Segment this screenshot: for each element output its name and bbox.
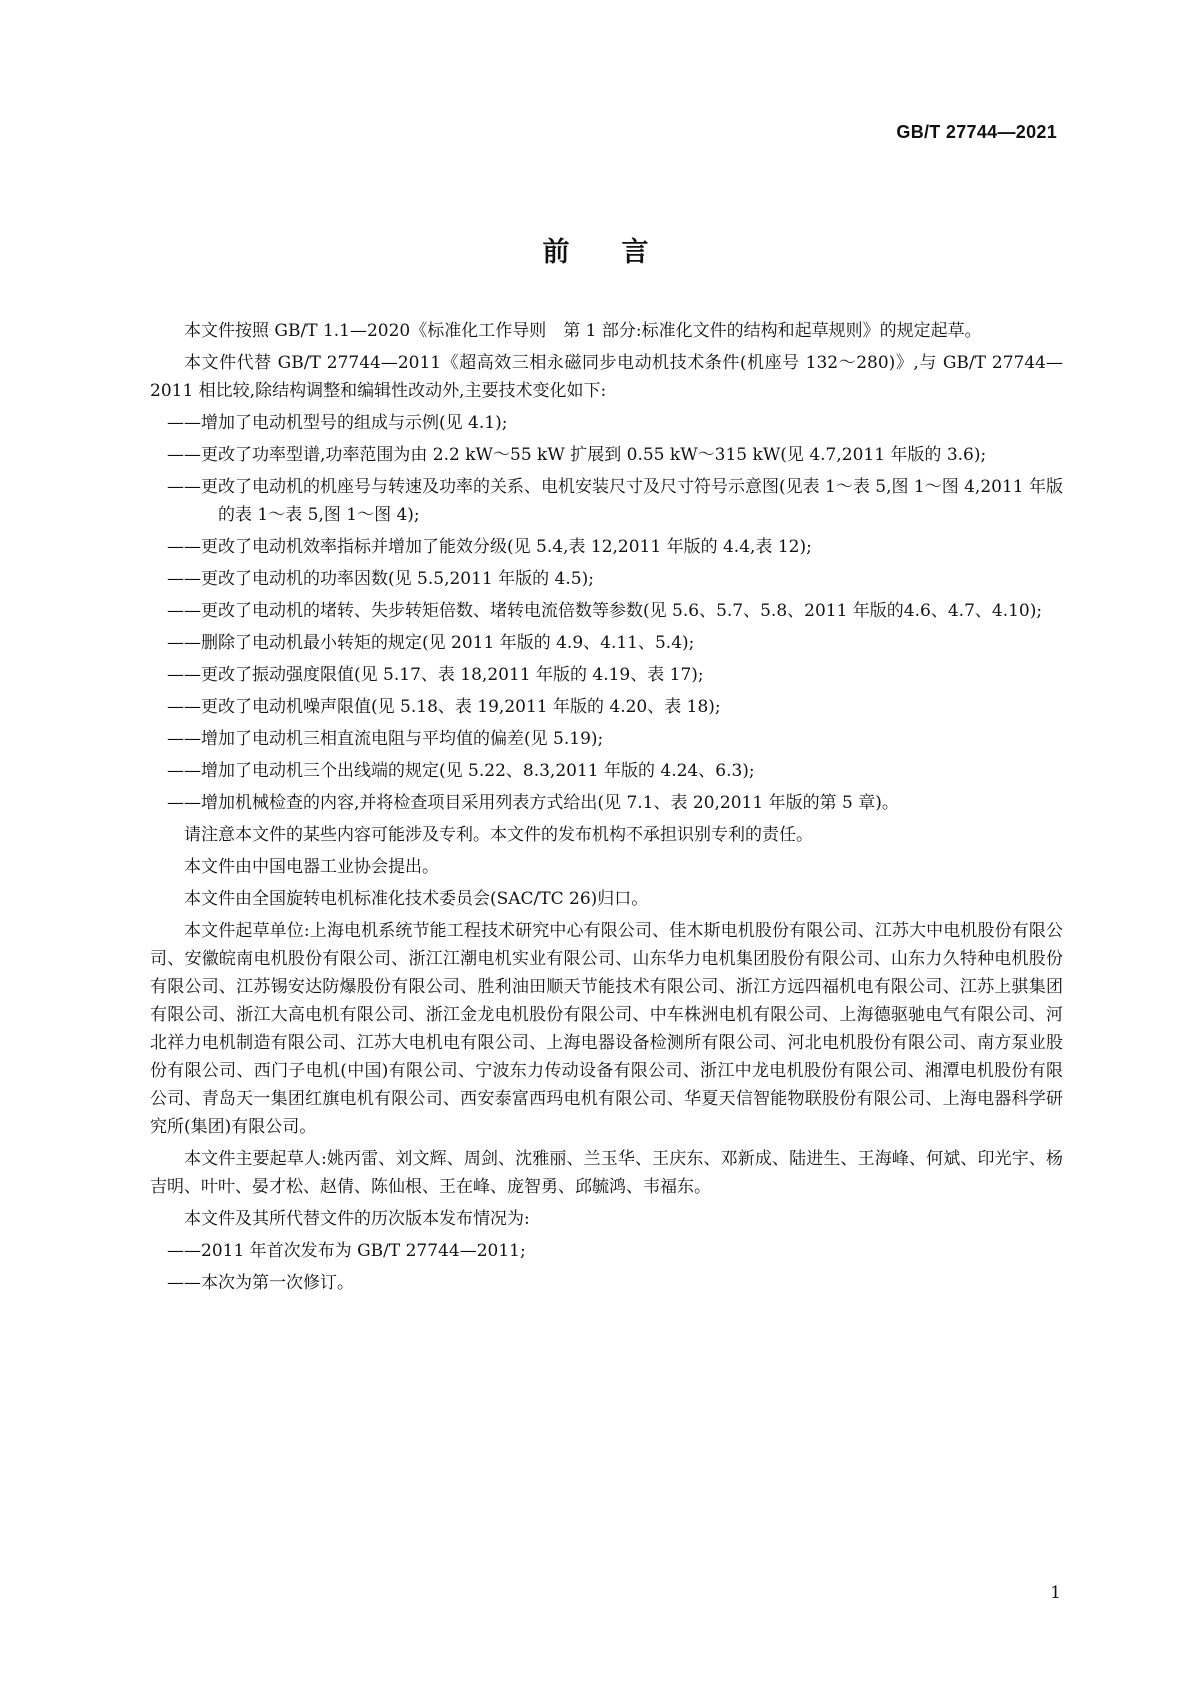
list-item: ——增加了电动机型号的组成与示例(见 4.1); bbox=[167, 413, 508, 433]
paragraph: 本文件由全国旋转电机标准化技术委员会(SAC/TC 26)归口。 bbox=[184, 889, 649, 909]
standard-number: GB/T 27744—2021 bbox=[896, 122, 1057, 142]
list-item: ——2011 年首次发布为 GB/T 27744—2011; bbox=[167, 1241, 526, 1261]
page-title: 前言 bbox=[542, 237, 701, 268]
paragraph: 请注意本文件的某些内容可能涉及专利。本文件的发布机构不承担识别专利的责任。 bbox=[184, 825, 813, 845]
paragraph: 本文件由中国电器工业协会提出。 bbox=[184, 857, 439, 877]
list-item: ——更改了功率型谱,功率范围为由 2.2 kW～55 kW 扩展到 0.55 kW～315 kW(见 4.7,2011 年版的 3.6); bbox=[167, 445, 987, 465]
list-item: ——本次为第一次修订。 bbox=[167, 1273, 354, 1293]
list-item: ——更改了电动机的堵转、失步转矩倍数、堵转电流倍数等参数(见 5.6、5.7、5.8、2011 年版的4.6、4.7、4.10); bbox=[167, 601, 1043, 621]
changes-list bbox=[150, 409, 1063, 817]
page-number: 1 bbox=[1050, 1583, 1061, 1603]
paragraph: 本文件及其所代替文件的历次版本发布情况为: bbox=[184, 1209, 530, 1229]
list-item: ——增加机械检查的内容,并将检查项目采用列表方式给出(见 7.1、表 20,2011 年版的第 5 章)。 bbox=[167, 793, 899, 813]
history-list bbox=[150, 1237, 1063, 1297]
paragraph: 本文件代替 GB/T 27744—2011《超高效三相永磁同步电动机技术条件(机座号 132～280)》,与 GB/T 27744—2011 相比较,除结构调整和编辑性改动外,主要技术变化如下: bbox=[150, 353, 1063, 401]
paragraph: 本文件按照 GB/T 1.1—2020《标准化工作导则 第 1 部分:标准化文件的结构和起草规则》的规定起草。 bbox=[184, 321, 982, 341]
list-item: ——更改了电动机噪声限值(见 5.18、表 19,2011 年版的 4.20、表 18); bbox=[167, 697, 721, 717]
list-item: ——更改了电动机效率指标并增加了能效分级(见 5.4,表 12,2011 年版的 4.4,表 12); bbox=[167, 537, 812, 557]
list-item: ——更改了振动强度限值(见 5.17、表 18,2011 年版的 4.19、表 17); bbox=[167, 665, 704, 685]
list-item: ——增加了电动机三相直流电阻与平均值的偏差(见 5.19); bbox=[167, 729, 604, 749]
list-item: ——更改了电动机的机座号与转速及功率的关系、电机安装尺寸及尺寸符号示意图(见表 1～表 5,图 1～图 4,2011 年版的表 1～表 5,图 1～图 4); bbox=[167, 477, 1064, 525]
list-item: ——更改了电动机的功率因数(见 5.5,2011 年版的 4.5); bbox=[167, 569, 594, 589]
drafting-units: 本文件起草单位:上海电机系统节能工程技术研究中心有限公司、佳木斯电机股份有限公司、江苏大中电机股份有限公司、安徽皖南电机股份有限公司、浙江江潮电机实业有限公司、山东华力电机集团股份有限公司、山东力久特种电机股份有限公司、江苏锡安达防爆股份有限公司、胜利油田顺天节能技术有限公司、浙江方远四福机电有限公司、江苏上骐集团有限公司、浙江大高电机有限公司、浙江金龙电机股份有限公司、中车株洲电机有限公司、上海德驱驰电气有限公司、河北祥力电机制造有限公司、江苏大电机电有限公司、上海电器设备检测所有限公司、河北电机股份有限公司、南方泵业股份有限公司、西门子电机(中国)有限公司、宁波东力传动设备有限公司、浙江中龙电机股份有限公司、湘潭电机股份有限公司、青岛天一集团红旗电机有限公司、西安泰富西玛电机有限公司、华夏天信智能物联股份有限公司、上海电器科学研究所(集团)有限公司。 bbox=[150, 921, 1063, 1137]
list-item: ——删除了电动机最小转矩的规定(见 2011 年版的 4.9、4.11、5.4); bbox=[167, 633, 695, 653]
list-item: ——增加了电动机三个出线端的规定(见 5.22、8.3,2011 年版的 4.24、6.3); bbox=[167, 761, 755, 781]
drafters: 本文件主要起草人:姚丙雷、刘文辉、周剑、沈雅丽、兰玉华、王庆东、邓新成、陆进生、王海峰、何斌、印光宇、杨吉明、叶叶、晏才松、赵倩、陈仙根、王在峰、庞智勇、邱毓鸿、韦福东。 bbox=[150, 1149, 1063, 1197]
foreword-body bbox=[150, 317, 1063, 1301]
